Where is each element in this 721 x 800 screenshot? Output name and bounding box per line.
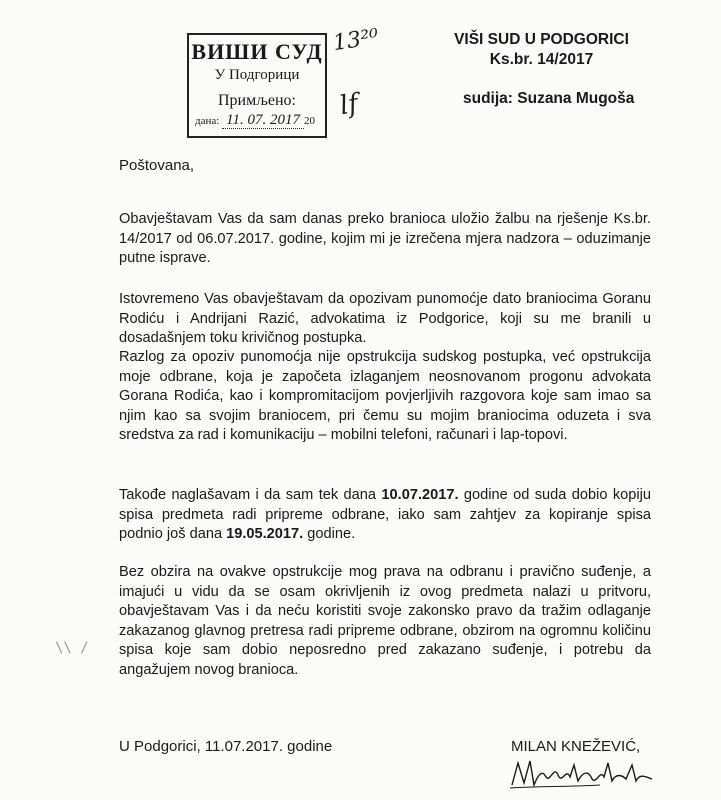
salutation: Poštovana,	[119, 157, 195, 174]
place-and-date: U Podgorici, 11.07.2017. godine	[119, 738, 333, 755]
handwritten-initials: lf	[337, 88, 361, 122]
handwritten-signature	[508, 755, 658, 791]
stamp-received-label: Примљено:	[218, 92, 296, 109]
paragraph-reason: Razlog za opoziv punomoćja nije opstrukcija sudskog postupka, već opstrukcija moje odbrane, koja je započeta izlaganjem neosnovanom progonu advokata Gorana Rodića, kao i kompromitacijom povjerljivih razgovora koje sam imao sa njim kao sa svojim braniocem, pri čemu su mojim braniocima oduzeta i sva sredstva za rad i komunikaciju – mobilni telefoni, računari i lap-topovi.	[119, 349, 651, 444]
stamp-date-row	[195, 112, 315, 129]
paragraph-revocation: Istovremeno Vas obavještavam da opozivam punomoćje dato braniocima Goranu Rodiću i Andrijani Razić, advokatima iz Podgorice, koji su me branili u dosadašnjem toku krivičnog postupka.	[119, 291, 651, 347]
p4-text-a: Takođe naglašavam i da sam tek dana	[119, 487, 382, 503]
paragraph-appeal: Obavještavam Vas da sam danas preko branioca uložio žalbu na rješenje Ks.br. 14/2017 od 06.07.2017. godine, kojim mi je izrečena mjera nadzora – oduzimanje putne isprave.	[119, 211, 651, 267]
court-name: VIŠI SUD U PODGORICI	[454, 31, 629, 48]
p4-text-b: godine od suda dobio kopiju spisa predmeta radi pripreme odbrane, iako sam zahtjev za kopiranje spisa podnio još dana	[119, 487, 651, 543]
p4-text-c: godine.	[303, 526, 356, 543]
stamp-city: У Подгорици	[214, 67, 300, 83]
margin-mark: \\ /	[55, 640, 89, 656]
handwritten-number: 13²⁰	[331, 24, 381, 57]
p4-date-requested: 19.05.2017.	[226, 526, 304, 543]
signer-name: MILAN KNEŽEVIĆ,	[511, 738, 641, 755]
paragraph-file-copy	[119, 486, 651, 545]
stamp-date-label: дана:	[195, 115, 220, 127]
stamp-title: ВИШИ СУД	[191, 39, 323, 64]
paragraph-no-postponement: Bez obzira na ovakve opstrukcije mog prava na odbranu i pravično suđenje, a imajući u vidu da se osam okrivljenih iz ovog predmeta nalazi u pritvoru, obavještavam Vas i da neću koristiti svoje zakonsko pravo da tražim odlaganje zakazanog glavnog pretresa radi pripreme odbrane, obzirom na ogromnu količinu spisa koje sam dobio neposredno pred zakazano suđenje, i potrebu da angažujem novog branioca.	[119, 564, 651, 678]
judge-name: sudija: Suzana Mugoša	[463, 90, 635, 107]
stamp-year-suffix: 20	[303, 115, 315, 127]
p4-date-received: 10.07.2017.	[381, 487, 459, 503]
stamp-date-value: 11. 07. 2017	[222, 112, 304, 129]
case-number: Ks.br. 14/2017	[489, 51, 594, 68]
court-received-stamp	[187, 33, 327, 138]
court-header	[444, 30, 639, 70]
